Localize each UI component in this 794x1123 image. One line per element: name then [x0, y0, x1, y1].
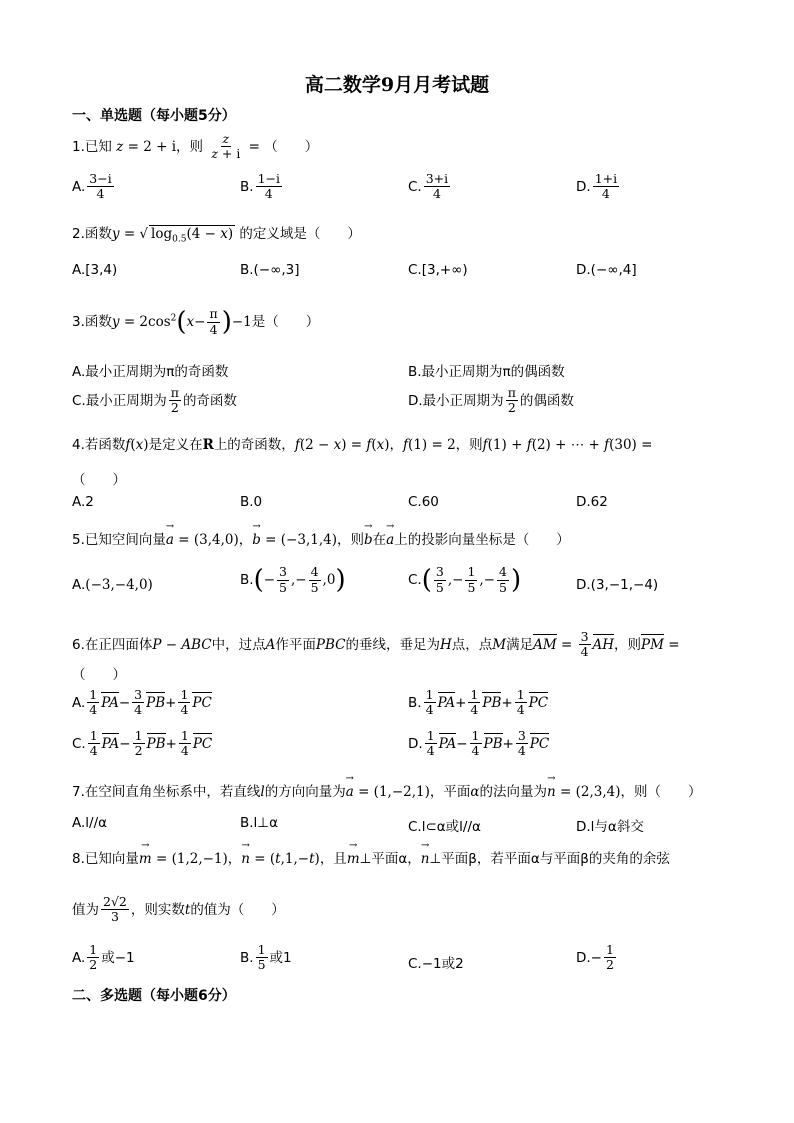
q5-option-b[interactable]: B.(− $\frac{3}{5}$ ,− $\frac{4}{5}$ ,0)	[240, 564, 346, 595]
q1-option-c[interactable]: C. $\frac{3+i}{4}$	[408, 171, 449, 202]
q6-option-b[interactable]: B. $\frac{1}{4}$ PA+ $\frac{1}{4}$ PB+ $\frac{1}{4}$ PC	[408, 687, 549, 718]
q8-option-b[interactable]: B. $\frac{1}{5}$ 或1	[240, 942, 292, 973]
section-single-choice: 一、单选题（每小题5分）	[72, 108, 236, 124]
q1-option-a[interactable]: A. $\frac{3-i}{4}$	[72, 171, 112, 202]
q6-option-c[interactable]: C. $\frac{1}{4}$ PA− $\frac{1}{2}$ PB+ $\frac{1}{4}$ PC	[72, 728, 213, 759]
q4-option-c[interactable]: C.60	[408, 494, 439, 510]
q1-option-b[interactable]: B. $\frac{1-i}{4}$	[240, 171, 280, 202]
question-4: 4.若函数f(x)是定义在R上的奇函数，f(2 − x) = f(x)，f(1) = 2，则f(1) + f(2) + ⋯ + f(30) =	[72, 437, 653, 453]
q4-option-a[interactable]: A.2	[72, 494, 94, 510]
q7-option-a[interactable]: A.l//α	[72, 815, 108, 831]
question-2: 2.函数y = √ $\log_{0.5}(4 - x)$ 的定义域是（ ）	[72, 226, 361, 245]
q6-option-a[interactable]: A. $\frac{1}{4}$ PA− $\frac{3}{4}$ PB+ $\frac{1}{4}$ PC	[72, 687, 212, 718]
q7-option-b[interactable]: B.l⊥α	[240, 815, 278, 831]
q8-option-c[interactable]: C.−1或2	[408, 956, 464, 972]
q5-option-c[interactable]: C.( $\frac{3}{5}$ ,− $\frac{1}{5}$ ,− $\frac{4}{5}$ )	[408, 564, 522, 595]
q3-option-c[interactable]: C.最小正周期为 $\frac{\pi}{2}$ 的奇函数	[72, 385, 237, 416]
question-8: 8.已知向量→ m = (1,2,−1)，→ n = (t,1,−t)，且→ m⊥平面α，→ n⊥平面β，若平面α与平面β的夹角的余弦	[72, 847, 670, 867]
q2-option-a[interactable]: A.[3,4)	[72, 262, 118, 278]
question-3: 3.函数$y = 2\cos^2(x-$ $\frac{\pi}{4}$ )−1是（ ）	[72, 306, 320, 337]
q5-option-a[interactable]: A.(−3,−4,0)	[72, 577, 153, 593]
q1-option-d[interactable]: D. $\frac{1+i}{4}$	[576, 171, 618, 202]
question-8-cont: 值为 $\frac{2√2}{3}$ ，则实数t的值为（ ）	[72, 894, 285, 925]
q4-option-b[interactable]: B.0	[240, 494, 263, 510]
q3-option-b[interactable]: B.最小正周期为π的偶函数	[408, 364, 565, 380]
q7-option-c[interactable]: C.l⊂α或l//α	[408, 819, 481, 835]
q2-option-d[interactable]: D.(−∞,4]	[576, 262, 637, 278]
question-7: 7.在空间直角坐标系中，若直线l的方向向量为→ a = (1,−2,1)，平面α的法向量为→ n = (2,3,4)，则（ ）	[72, 780, 701, 800]
q3-option-d[interactable]: D.最小正周期为 $\frac{\pi}{2}$ 的偶函数	[408, 385, 574, 416]
q2-option-b[interactable]: B.(−∞,3]	[240, 262, 300, 278]
q3-option-a[interactable]: A.最小正周期为π的奇函数	[72, 364, 229, 380]
question-5: 5.已知空间向量→ a = (3,4,0)，→ b = (−3,1,4)，则→ b在→ a上的投影向量坐标是（ ）	[72, 528, 570, 548]
page-title: 高二数学9月月考试题	[304, 74, 490, 96]
question-1: 1.已知 z = 2 + i，则 $\frac{z}{z + i}$ = （ ）	[72, 131, 319, 162]
question-4-answer: （ ）	[72, 472, 126, 488]
q2-option-c[interactable]: C.[3,+∞)	[408, 262, 468, 278]
question-6: 6.在正四面体P − ABC中，过点A作平面PBC的垂线，垂足为H点，点M满足AM = $\frac{3}{4}$ AH，则PM =	[72, 629, 680, 660]
q8-option-d[interactable]: D.− $\frac{1}{2}$	[576, 942, 614, 973]
q6-option-d[interactable]: D. $\frac{1}{4}$ PA− $\frac{1}{4}$ PB+ $\frac{3}{4}$ PC	[408, 728, 550, 759]
question-6-answer: （ ）	[72, 667, 126, 683]
q4-option-d[interactable]: D.62	[576, 494, 608, 510]
q7-option-d[interactable]: D.l与α斜交	[576, 819, 644, 835]
q5-option-d[interactable]: D.(3,−1,−4)	[576, 577, 659, 593]
q8-option-a[interactable]: A. $\frac{1}{2}$ 或−1	[72, 942, 135, 973]
section-multiple-choice: 二、多选题（每小题6分）	[72, 988, 236, 1004]
